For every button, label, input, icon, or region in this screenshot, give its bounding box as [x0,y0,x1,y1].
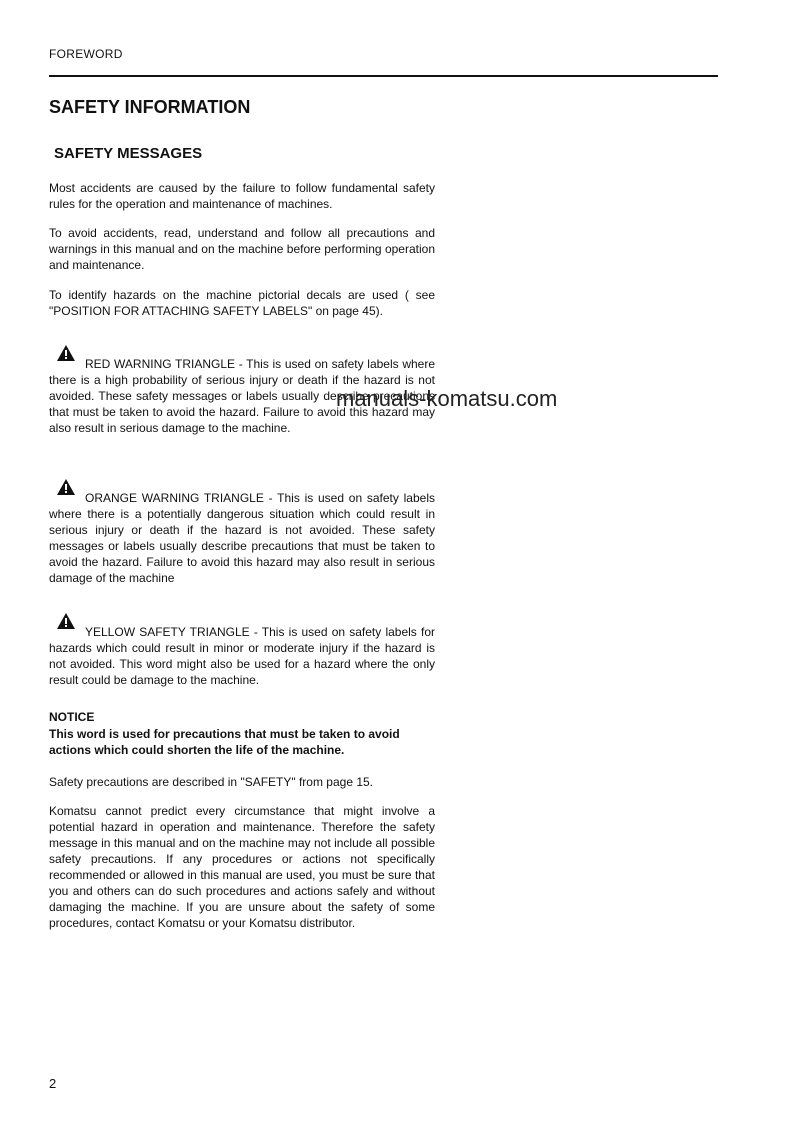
paragraph-komatsu-disclaimer: Komatsu cannot predict every circumstance that might involve a potential hazard in operation and maintenance. Therefore the safety message in this manual and on the machine may not include all possible safety precautions. If any procedures or actions not specifically recommended or allowed in this manual are used, you must be sure that you and others can do such procedures and actions safely and without damaging the machine. If you are unsure about the safety of some procedures, contact Komatsu or your Komatsu distributor. [49,804,435,930]
paragraph-accidents: Most accidents are caused by the failure to follow fundamental safety rules for the operation and maintenance of machines. [49,181,435,211]
header-rule [49,75,718,77]
page-title: SAFETY INFORMATION [49,97,251,117]
orange-warning-block [49,478,435,586]
paragraph-safety-precautions: Safety precautions are described in "SAFETY" from page 15. [49,775,374,789]
section-subtitle: SAFETY MESSAGES [54,145,203,162]
paragraph-identify-hazards: To identify hazards on the machine pictorial decals are used ( see "POSITION FOR ATTACHING SAFETY LABELS" on page 45). [49,288,435,318]
page-number: 2 [49,1076,57,1091]
orange-warning-text: ORANGE WARNING TRIANGLE - This is used on safety labels where there is a potentially dangerous situation which could result in serious injury or death if the hazard is not avoided. These safety messages or labels usually describe precautions that must be taken to avoid the hazard. Failure to avoid this hazard may also result in serious damage of the machine [49,491,435,585]
red-warning-text: RED WARNING TRIANGLE - This is used on safety labels where there is a high probability of serious injury or death if the hazard is not avoided. These safety messages or labels usually describe precautions that must be taken to avoid the hazard. Failure to avoid this hazard may also result in serious damage to the machine. [49,357,435,435]
section-header: FOREWORD [49,47,123,61]
yellow-warning-text: YELLOW SAFETY TRIANGLE - This is used on safety labels for hazards which could result in minor or moderate injury if the hazard is not avoided. This word might also be used for a hazard where the only result could be damage to the machine. [49,625,435,687]
notice-title: NOTICE [49,710,95,724]
paragraph-avoid-accidents: To avoid accidents, read, understand and follow all precautions and warnings in this manual and on the machine before performing operation and maintenance. [49,226,435,272]
yellow-warning-block [49,612,435,688]
notice-text: This word is used for precautions that must be taken to avoid actions which could shorten the life of the machine. [49,727,400,757]
watermark: manuals-komatsu.com [336,386,558,411]
